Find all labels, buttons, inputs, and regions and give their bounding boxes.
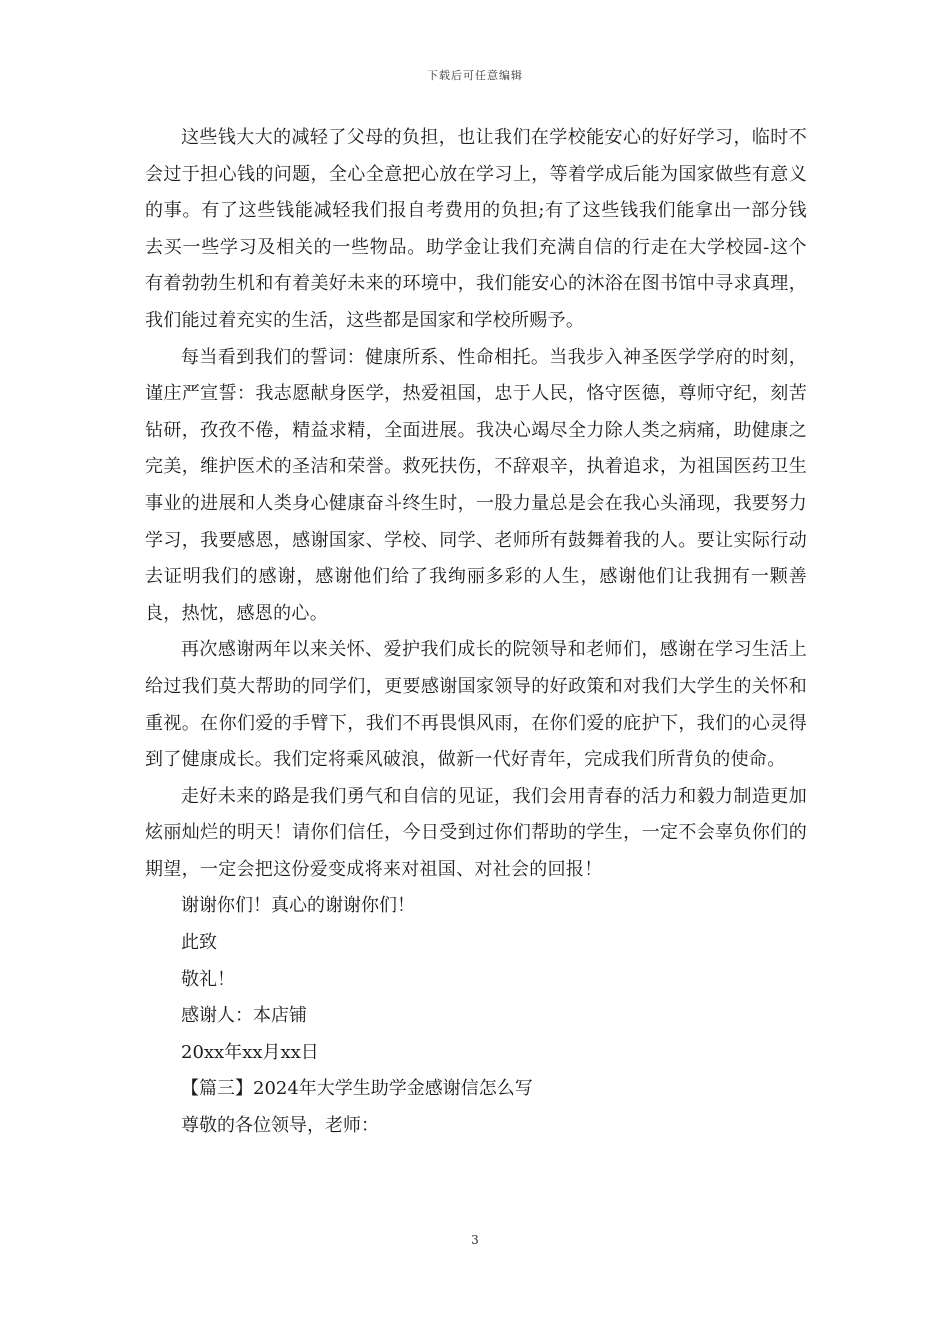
paragraph-3: 再次感谢两年以来关怀、爱护我们成长的院领导和老师们，感谢在学习生活上给过我们莫大帮助的同学们，更要感谢国家领导的好政策和对我们大学生的关怀和重视。在你们爱的手臂下，我们不再畏惧风雨，在你们爱的庇护下，我们的心灵得到了健康成长。我们定将乘风破浪，做新一代好青年，完成我们所背负的使命。	[145, 639, 807, 771]
closing-thanks: 谢谢你们！真心的谢谢你们！	[181, 895, 415, 917]
signer-line: 感谢人：本店铺	[181, 1005, 307, 1027]
paragraph-2: 每当看到我们的誓词：健康所系、性命相托。当我步入神圣医学学府的时刻，谨庄严宣誓：我志愿献身医学，热爱祖国，忠于人民，恪守医德，尊师守纪，刻苦钻研，孜孜不倦，精益求精，全面进展。我决心竭尽全力除人类之病痛，助健康之完美，维护医术的圣洁和荣誉。救死扶伤，不辞艰辛，执着追求，为祖国医药卫生事业的进展和人类身心健康奋斗终生时，一股力量总是会在我心头涌现，我要努力学习，我要感恩，感谢国家、学校、同学、老师所有鼓舞着我的人。要让实际行动去证明我们的感谢，感谢他们给了我绚丽多彩的人生，感谢他们让我拥有一颗善良，热忱，感恩的心。	[145, 346, 807, 624]
page-number: 3	[471, 1233, 479, 1247]
closing-jingli: 敬礼！	[181, 968, 235, 990]
paragraph-4: 走好未来的路是我们勇气和自信的见证，我们会用青春的活力和毅力制造更加炫丽灿烂的明天！请你们信任，今日受到过你们帮助的学生，一定不会辜负你们的期望，一定会把这份爱变成将来对祖国、对社会的回报！	[145, 785, 807, 880]
section-title: 【篇三】2024年大学生助学金感谢信怎么写	[181, 1078, 533, 1100]
page-header: 下载后可任意编辑	[427, 69, 523, 82]
paragraph-1: 这些钱大大的减轻了父母的负担，也让我们在学校能安心的好好学习，临时不会过于担心钱的问题，全心全意把心放在学习上，等着学成后能为国家做些有意义的事。有了这些钱能减轻我们报自考费用的负担;有了这些钱我们能拿出一部分钱去买一些学习及相关的一些物品。助学金让我们充满自信的行走在大学校园-这个有着勃勃生机和有着美好未来的环境中，我们能安心的沐浴在图书馆中寻求真理，我们能过着充实的生活，这些都是国家和学校所赐予。	[145, 127, 807, 331]
salutation-line: 尊敬的各位领导，老师：	[181, 1115, 379, 1137]
closing-cizhi: 此致	[181, 932, 217, 954]
document-body	[145, 120, 807, 1145]
date-line: 20xx年xx月xx日	[181, 1041, 319, 1063]
